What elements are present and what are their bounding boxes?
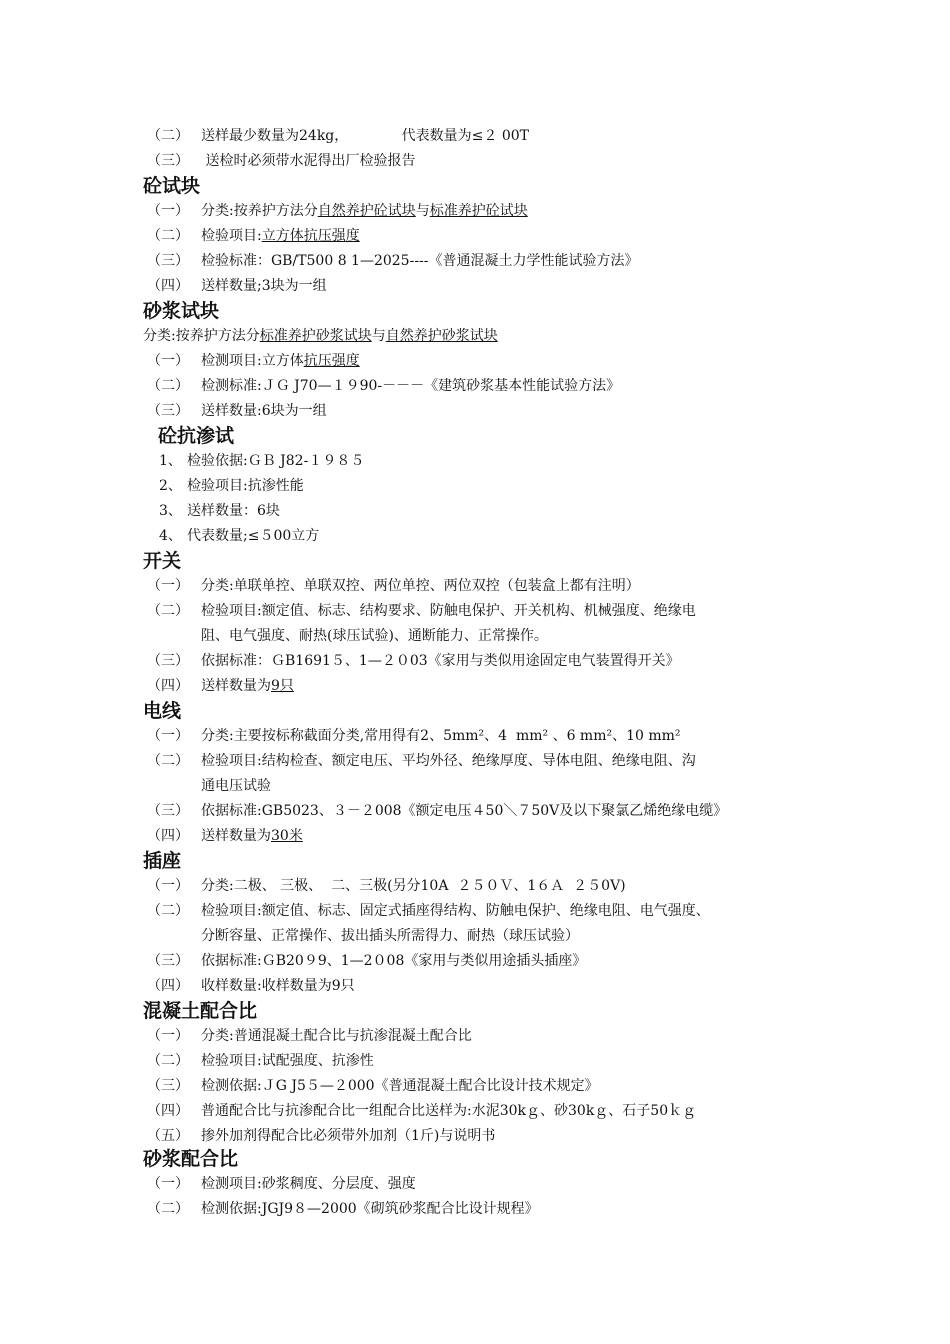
section-title-impermeability: 砼抗渗试 xyxy=(158,425,235,447)
wire-item-3: （三） 依据标准:GB5023、３－２008《额定电压４50＼７50V及以下聚氯乙烯绝缘电缆》 xyxy=(147,803,728,819)
concrete-block-item-3: （三） 检验标准：GB/T500 8 1—2025----《普通混凝土力学性能试验方法》 xyxy=(147,253,639,269)
wire-item-1: （一） 分类:主要按标称截面分类,常用得有2、5mm²、4 mm² 、6 mm²、10 mm² xyxy=(147,728,681,744)
concrete-mix-item-3: （三） 检测依据:ＪG J5５—２000《普通混凝土配合比设计技术规定》 xyxy=(147,1078,599,1094)
cement-item-2: （二） 送样最少数量为24kg， 代表数量为≤２ 00T xyxy=(147,128,530,144)
section-title-wire: 电线 xyxy=(143,700,182,722)
wire-item-4: （四） 送样数量为30米 xyxy=(147,828,303,844)
concrete-block-item-2: （二） 检验项目:立方体抗压强度 xyxy=(147,228,360,244)
wire-item-2: （二） 检验项目:结构检查、额定电压、平均外径、绝缘厚度、导体电阻、绝缘电阻、沟 xyxy=(147,753,696,769)
section-title-concrete-mix: 混凝土配合比 xyxy=(143,1000,258,1022)
impermeability-item-2: 2、 检验项目:抗渗性能 xyxy=(159,478,304,494)
switch-item-3: （三） 依据标准：ＧB1691５、1—２０03《家用与类似用途固定电气装置得开关》 xyxy=(147,653,680,669)
concrete-mix-item-1: （一） 分类:普通混凝土配合比与抗渗混凝土配合比 xyxy=(147,1028,472,1044)
socket-item-4: （四） 收样数量:收样数量为9只 xyxy=(147,978,355,994)
section-title-concrete-block: 砼试块 xyxy=(143,175,201,197)
switch-item-2-continued: 阻、电气强度、耐热(球压试验)、通断能力、正常操作。 xyxy=(201,628,548,644)
mortar-block-item-1: （一） 检测项目:立方体抗压强度 xyxy=(147,353,360,369)
section-title-mortar-mix: 砂浆配合比 xyxy=(143,1148,239,1170)
concrete-mix-item-5: （五） 掺外加剂得配合比必须带外加剂（1斤)与说明书 xyxy=(147,1128,496,1144)
mortar-block-item-3: （三） 送样数量:6块为一组 xyxy=(147,403,327,419)
impermeability-item-4: 4、 代表数量;≤５00立方 xyxy=(159,528,320,544)
concrete-block-item-4: （四） 送样数量;3块为一组 xyxy=(147,278,327,294)
section-title-switch: 开关 xyxy=(143,550,182,572)
mortar-block-classification: 分类:按养护方法分标准养护砂浆试块与自然养护砂浆试块 xyxy=(143,328,498,344)
section-title-socket: 插座 xyxy=(143,850,182,872)
socket-item-2: （二） 检验项目:额定值、标志、固定式插座得结构、防触电保护、绝缘电阻、电气强度、 xyxy=(147,903,710,919)
impermeability-item-1: 1、 检验依据:ＧＢ J82-１９８５ xyxy=(159,453,365,469)
mortar-mix-item-1: （一） 检测项目:砂浆稠度、分层度、强度 xyxy=(147,1176,416,1192)
cement-item-3: （三） 送检时必须带水泥得出厂检验报告 xyxy=(147,153,416,169)
socket-item-3: （三） 依据标准:ＧB20９9、1—2０08《家用与类似用途插头插座》 xyxy=(147,953,587,969)
section-title-mortar-block: 砂浆试块 xyxy=(143,300,220,322)
mortar-mix-item-2: （二） 检测依据:JGJ9８—2000《砌筑砂浆配合比设计规程》 xyxy=(147,1201,539,1217)
mortar-block-item-2: （二） 检测标准:ＪＧ J70—１９90-－－－《建筑砂浆基本性能试验方法》 xyxy=(147,378,621,394)
socket-item-2-continued: 分断容量、正常操作、拔出插头所需得力、耐热（球压试验） xyxy=(201,928,579,944)
socket-item-1: （一） 分类:二极、 三极、 二、三极(另分10A ２５０Ｖ、1６Ａ ２５0V) xyxy=(147,878,626,894)
switch-item-2: （二） 检验项目:额定值、标志、结构要求、防触电保护、开关机构、机械强度、绝缘电 xyxy=(147,603,696,619)
switch-item-4: （四） 送样数量为9只 xyxy=(147,678,294,694)
impermeability-item-3: 3、 送样数量：6块 xyxy=(159,503,280,519)
concrete-block-item-1: （一） 分类:按养护方法分自然养护砼试块与标准养护砼试块 xyxy=(147,203,528,219)
concrete-mix-item-2: （二） 检验项目:试配强度、抗渗性 xyxy=(147,1053,374,1069)
concrete-mix-item-4: （四） 普通配合比与抗渗配合比一组配合比送样为:水泥30kｇ、砂30kｇ、石子50ｋｇ xyxy=(147,1103,697,1119)
wire-item-2-continued: 通电压试验 xyxy=(201,778,271,794)
switch-item-1: （一） 分类:单联单控、单联双控、两位单控、两位双控（包装盒上都有注明） xyxy=(147,578,640,594)
